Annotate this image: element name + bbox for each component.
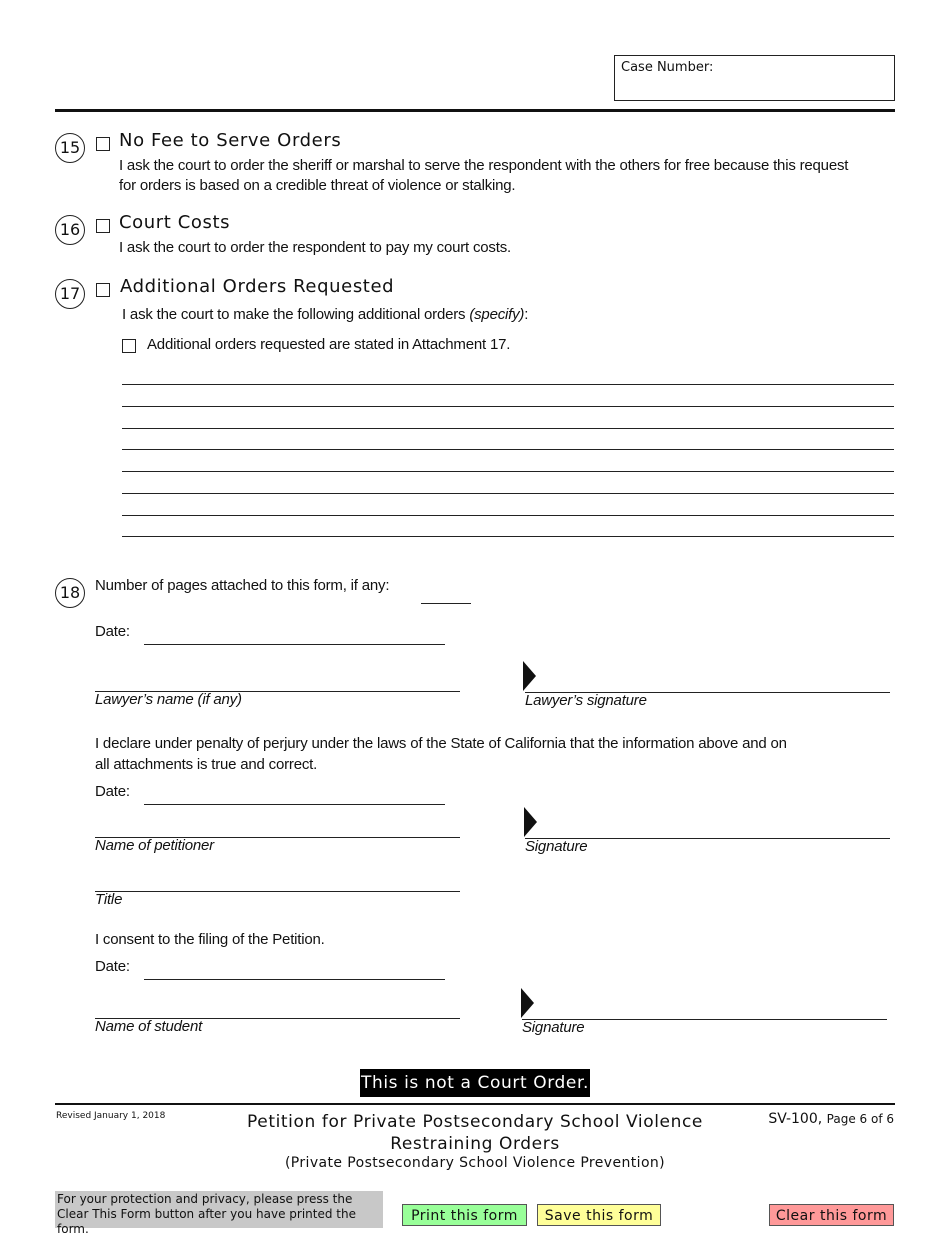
attachment-17-text: Additional orders requested are stated in Attachment 17.	[147, 336, 511, 353]
privacy-notice: For your protection and privacy, please press the Clear This Form button after you have printed the form.	[55, 1191, 383, 1228]
print-form-button[interactable]: Print this form	[402, 1204, 527, 1226]
item-15-number: 15	[55, 133, 85, 163]
attachment-17-checkbox[interactable]	[122, 339, 136, 353]
item-15-text-line1: I ask the court to order the sheriff or marshal to serve the respondent with the others for free because this request	[119, 157, 849, 174]
not-court-order-banner: This is not a Court Order.	[360, 1069, 590, 1097]
item-17-specify: (specify)	[469, 306, 525, 323]
lawyer-date-field[interactable]	[144, 644, 445, 645]
petitioner-title-label: Title	[95, 891, 123, 908]
revised-date: Revised January 1, 2018	[56, 1111, 166, 1121]
student-signature-label: Signature	[522, 1019, 585, 1036]
lawyer-signature-label: Lawyer’s signature	[525, 692, 647, 709]
date-label: Date:	[95, 623, 130, 640]
item-17-colon: :	[524, 306, 529, 323]
form-subtitle: (Private Postsecondary School Violence Prevention)	[284, 1155, 666, 1171]
form-number-code: SV-100,	[768, 1111, 823, 1127]
student-name-label: Name of student	[95, 1018, 203, 1035]
pages-attached-field[interactable]	[421, 603, 471, 604]
item-15-checkbox[interactable]	[96, 137, 110, 151]
pages-attached-label: Number of pages attached to this form, if any:	[95, 577, 390, 594]
petitioner-title-field[interactable]	[95, 891, 460, 892]
form-title-line2: Restraining Orders	[390, 1134, 560, 1154]
item-15-text-line2: for orders is based on a credible threat of violence or stalking.	[119, 177, 516, 194]
form-number	[740, 1111, 894, 1127]
date-label: Date:	[95, 958, 130, 975]
case-number-label: Case Number:	[621, 60, 714, 75]
additional-orders-line[interactable]	[122, 428, 894, 429]
declaration-line2: all attachments is true and correct.	[95, 756, 318, 773]
date-label: Date:	[95, 783, 130, 800]
additional-orders-line[interactable]	[122, 536, 894, 537]
case-number-box[interactable]	[614, 55, 895, 101]
item-17-title: Additional Orders Requested	[120, 276, 395, 297]
student-date-field[interactable]	[144, 979, 445, 980]
additional-orders-line[interactable]	[122, 515, 894, 516]
additional-orders-line[interactable]	[122, 493, 894, 494]
item-16-checkbox[interactable]	[96, 219, 110, 233]
petitioner-name-label: Name of petitioner	[95, 837, 214, 854]
item-18-number: 18	[55, 578, 85, 608]
additional-orders-line[interactable]	[122, 384, 894, 385]
additional-orders-line[interactable]	[122, 406, 894, 407]
lawyer-name-label: Lawyer’s name (if any)	[95, 691, 242, 708]
item-15-title: No Fee to Serve Orders	[119, 130, 342, 151]
petitioner-signature-label: Signature	[525, 838, 588, 855]
sign-here-arrow-icon	[521, 988, 534, 1018]
item-17-checkbox[interactable]	[96, 283, 110, 297]
sign-here-arrow-icon	[524, 807, 537, 837]
declaration-line1: I declare under penalty of perjury under the laws of the State of California that the information above and on	[95, 735, 787, 752]
page-info: Page 6 of 6	[826, 1112, 894, 1126]
additional-orders-line[interactable]	[122, 449, 894, 450]
form-title-line1: Petition for Private Postsecondary School Violence	[247, 1112, 703, 1132]
petitioner-date-field[interactable]	[144, 804, 445, 805]
sign-here-arrow-icon	[523, 661, 536, 691]
header-divider	[55, 109, 895, 112]
footer-divider	[55, 1103, 895, 1105]
item-17-text	[122, 306, 528, 323]
item-16-number: 16	[55, 215, 85, 245]
clear-form-button[interactable]: Clear this form	[769, 1204, 894, 1226]
save-form-button[interactable]: Save this form	[537, 1204, 661, 1226]
item-17-number: 17	[55, 279, 85, 309]
item-16-title: Court Costs	[119, 212, 231, 233]
form-title	[230, 1111, 720, 1155]
additional-orders-line[interactable]	[122, 471, 894, 472]
item-16-text: I ask the court to order the respondent to pay my court costs.	[119, 239, 511, 256]
consent-text: I consent to the filing of the Petition.	[95, 931, 325, 948]
item-17-text-main: I ask the court to make the following additional orders	[122, 306, 470, 323]
